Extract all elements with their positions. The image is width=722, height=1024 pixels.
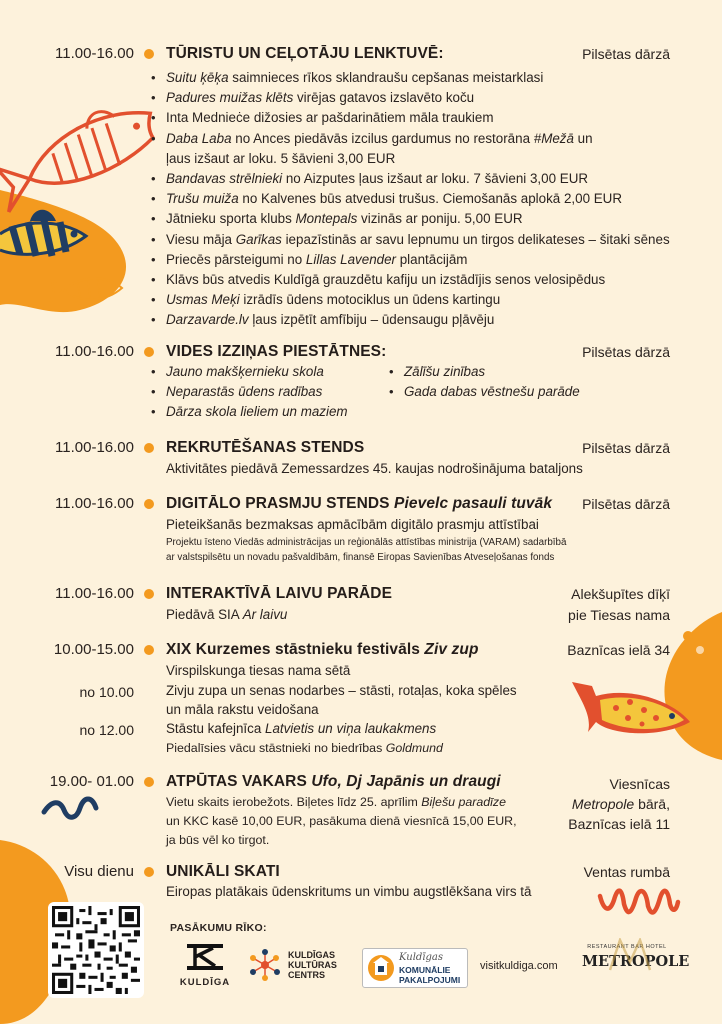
list-item: • Dārza skola lieliem un maziem <box>150 402 348 422</box>
kp-label-1: KOMUNĀLIE <box>399 965 451 975</box>
bullet-dot-icon <box>144 499 154 509</box>
event-title: TŪRISTU UN CEĻOTĀJU LENKTUVĒ: <box>166 45 444 62</box>
list-item: • Zālīšu zinības <box>388 362 580 382</box>
bullet-dot-icon <box>144 867 154 877</box>
project-note: ar valstspilsētu un novadu pašvaldībām, finansē Eiropas Savienības Atveseļošanas fonds <box>166 552 555 563</box>
visit-kuldiga-link[interactable]: visitkuldiga.com <box>480 960 558 972</box>
event-place: Pilsētas dārzā <box>582 496 670 512</box>
kkc-label-3: CENTRS <box>288 970 326 980</box>
sub-description: Stāstu kafejnīca Latvietis un viņa laukakmens <box>166 721 437 736</box>
metropole-logo[interactable] <box>582 944 690 970</box>
list-item: • Darzavarde.lv ļaus izpētīt amfībiju – ūdensaugu pļāvēju <box>150 310 670 330</box>
event-description: un KKC kasē 10,00 EUR, pasākuma dienā viesnīcā 15,00 EUR, <box>166 814 517 828</box>
list-item: • Viesu māja Garīkas iepazīstinās ar savu lepnumu un tirgos delikateses – šitaki sēnes <box>150 230 670 250</box>
event-time: 11.00-16.00 <box>55 439 134 456</box>
kkc-network-icon <box>248 948 282 982</box>
event-title: INTERAKTĪVĀ LAIVU PARĀDE <box>166 585 393 602</box>
event-place: Viesnīcas <box>609 776 670 792</box>
list-item: • Jātnieku sporta klubs Montepals vizinās ar poniju. 5,00 EUR <box>150 209 670 229</box>
event-place: Baznīcas ielā 34 <box>567 642 670 658</box>
event-place: Metropole bārā, <box>571 796 670 812</box>
event-time: 11.00-16.00 <box>55 45 134 62</box>
sub-time: no 12.00 <box>79 722 134 738</box>
station-list-col1 <box>150 362 348 423</box>
event-place: Ventas rumbā <box>583 864 670 880</box>
qr-code[interactable] <box>48 902 144 998</box>
event-place: Baznīcas ielā 11 <box>568 816 670 832</box>
metropole-tagline: RESTAURANT BAR HOTEL <box>587 944 667 950</box>
red-fish <box>0 97 166 212</box>
orange-blob-right <box>664 612 722 760</box>
kuldiga-k-icon <box>185 942 225 972</box>
kuldiga-logo[interactable] <box>178 942 232 988</box>
kkc-label-1: KULDĪGAS <box>288 950 335 960</box>
event-time: 19.00- 01.00 <box>49 773 134 790</box>
event-title: DIGITĀLO PRASMJU STENDS Pievelc pasauli tuvāk <box>166 495 553 512</box>
station-list-col2 <box>388 362 580 402</box>
activity-list <box>150 68 670 331</box>
event-description: Vietu skaits ierobežots. Biļetes līdz 25. aprīlim Biļešu paradīze <box>166 795 507 809</box>
list-item: • Trušu muiža no Kalvenes būs atvedusi trušus. Ciemošanās aplokā 2,00 EUR <box>150 189 670 209</box>
navy-squiggle <box>44 799 96 817</box>
list-item: • Inta Mednieċe dižosies ar pašdarinātiem māla traukiem <box>150 108 670 128</box>
bullet-dot-icon <box>144 347 154 357</box>
event-place: Pilsētas dārzā <box>582 440 670 456</box>
bullet-dot-icon <box>144 443 154 453</box>
kp-script: Kuldīgas <box>399 952 443 963</box>
sub-description: Piedalīsies vācu stāstnieki no biedrības Goldmund <box>166 741 443 755</box>
event-title: ATPŪTAS VAKARS Ufo, Dj Japānis un draugi <box>166 773 501 790</box>
event-description: Pieteikšanās bezmaksas apmācībām digitālo prasmju attīstībai <box>166 517 539 532</box>
event-time: 10.00-15.00 <box>53 641 134 658</box>
kp-logo[interactable] <box>362 948 468 988</box>
event-time: 11.00-16.00 <box>55 343 134 360</box>
event-title: XIX Kurzemes stāstnieku festivāls Ziv zup <box>166 641 479 658</box>
sub-time: no 10.00 <box>79 684 134 700</box>
organizers-title: PASĀKUMU RĪKO: <box>170 922 267 934</box>
event-description: Aktivitātes piedāvā Zemessardzes 45. kaujas nodrošinājuma bataljons <box>166 461 583 476</box>
list-item: • Priecēs pārsteigumi no Lillas Lavender plantācijām <box>150 250 670 270</box>
list-item: • Padures muižas klēts virējas gatavos izslavēto koču <box>150 88 670 108</box>
event-time: Visu dienu <box>64 863 134 880</box>
event-description: ja būs vēl ko tirgot. <box>166 833 270 847</box>
list-item: • Neparastās ūdens radības <box>150 382 348 402</box>
kuldiga-label: KULDĪGA <box>179 977 231 988</box>
event-title: REKRUTĒŠANAS STENDS <box>166 439 365 456</box>
event-description: Eiropas platākais ūdenskritums un vimbu augstlēkšana virs tā <box>166 884 532 899</box>
list-item: • Usmas Meķi izrādīs ūdens motociklus un ūdens kartingu <box>150 290 670 310</box>
event-description: Virspilskunga tiesas nama sētā <box>166 663 351 678</box>
event-time: 11.00-16.00 <box>55 585 134 602</box>
list-item-continued: ļaus izšaut ar loku. 5 šāvieni 3,00 EUR <box>166 150 396 166</box>
metropole-m-icon <box>606 938 656 972</box>
list-item: • Daba Laba no Ances piedāvās izcilus gardumus no restorāna #Mežā un <box>150 129 670 149</box>
event-time: 11.00-16.00 <box>55 495 134 512</box>
sub-description: un māla rakstu veidošana <box>166 702 319 717</box>
bullet-dot-icon <box>144 645 154 655</box>
event-place: Pilsētas dārzā <box>582 46 670 62</box>
bullet-dot-icon <box>144 777 154 787</box>
red-zigzag <box>600 891 678 913</box>
event-title: UNIKĀLI SKATI <box>166 863 280 880</box>
list-item: • Bandavas strēlnieki no Aizputes ļaus izšaut ar loku. 7 šāvieni 3,00 EUR <box>150 169 670 189</box>
event-place: Pilsētas dārzā <box>582 344 670 360</box>
list-item: • Suitu ķēķa saimnieces rīkos sklandraušu cepšanas meistarklasi <box>150 68 670 88</box>
project-note: Projektu īsteno Viedās administrācijas un reģionālās attīstības ministrija (VARAM) sadarbībā <box>166 537 567 548</box>
event-title: VIDES IZZIŅAS PIESTĀTNES: <box>166 343 387 360</box>
kkc-label-2: KULTŪRAS <box>288 960 337 970</box>
event-place: Alekšupītes dīķī <box>571 586 670 602</box>
sub-description: Zivju zupa un senas nodarbes – stāsti, rotaļas, koka spēles <box>166 683 517 698</box>
list-item: • Jauno makšķernieku skola <box>150 362 348 382</box>
list-item: • Klāvs būs atvedis Kuldīgā grauzdētu kafiju un izstādījis senos velosipēdus <box>150 270 670 290</box>
metropole-wordmark: METROPOLE <box>582 953 690 970</box>
event-place: pie Tiesas nama <box>568 607 670 623</box>
event-description: Piedāvā SIA Ar laivu <box>166 607 288 622</box>
bullet-dot-icon <box>144 49 154 59</box>
list-item: • Gada dabas vēstnešu parāde <box>388 382 580 402</box>
bullet-dot-icon <box>144 589 154 599</box>
kp-label-2: PAKALPOJUMI <box>399 975 461 985</box>
kp-building-icon <box>367 953 395 983</box>
qr-code-icon <box>52 906 140 994</box>
